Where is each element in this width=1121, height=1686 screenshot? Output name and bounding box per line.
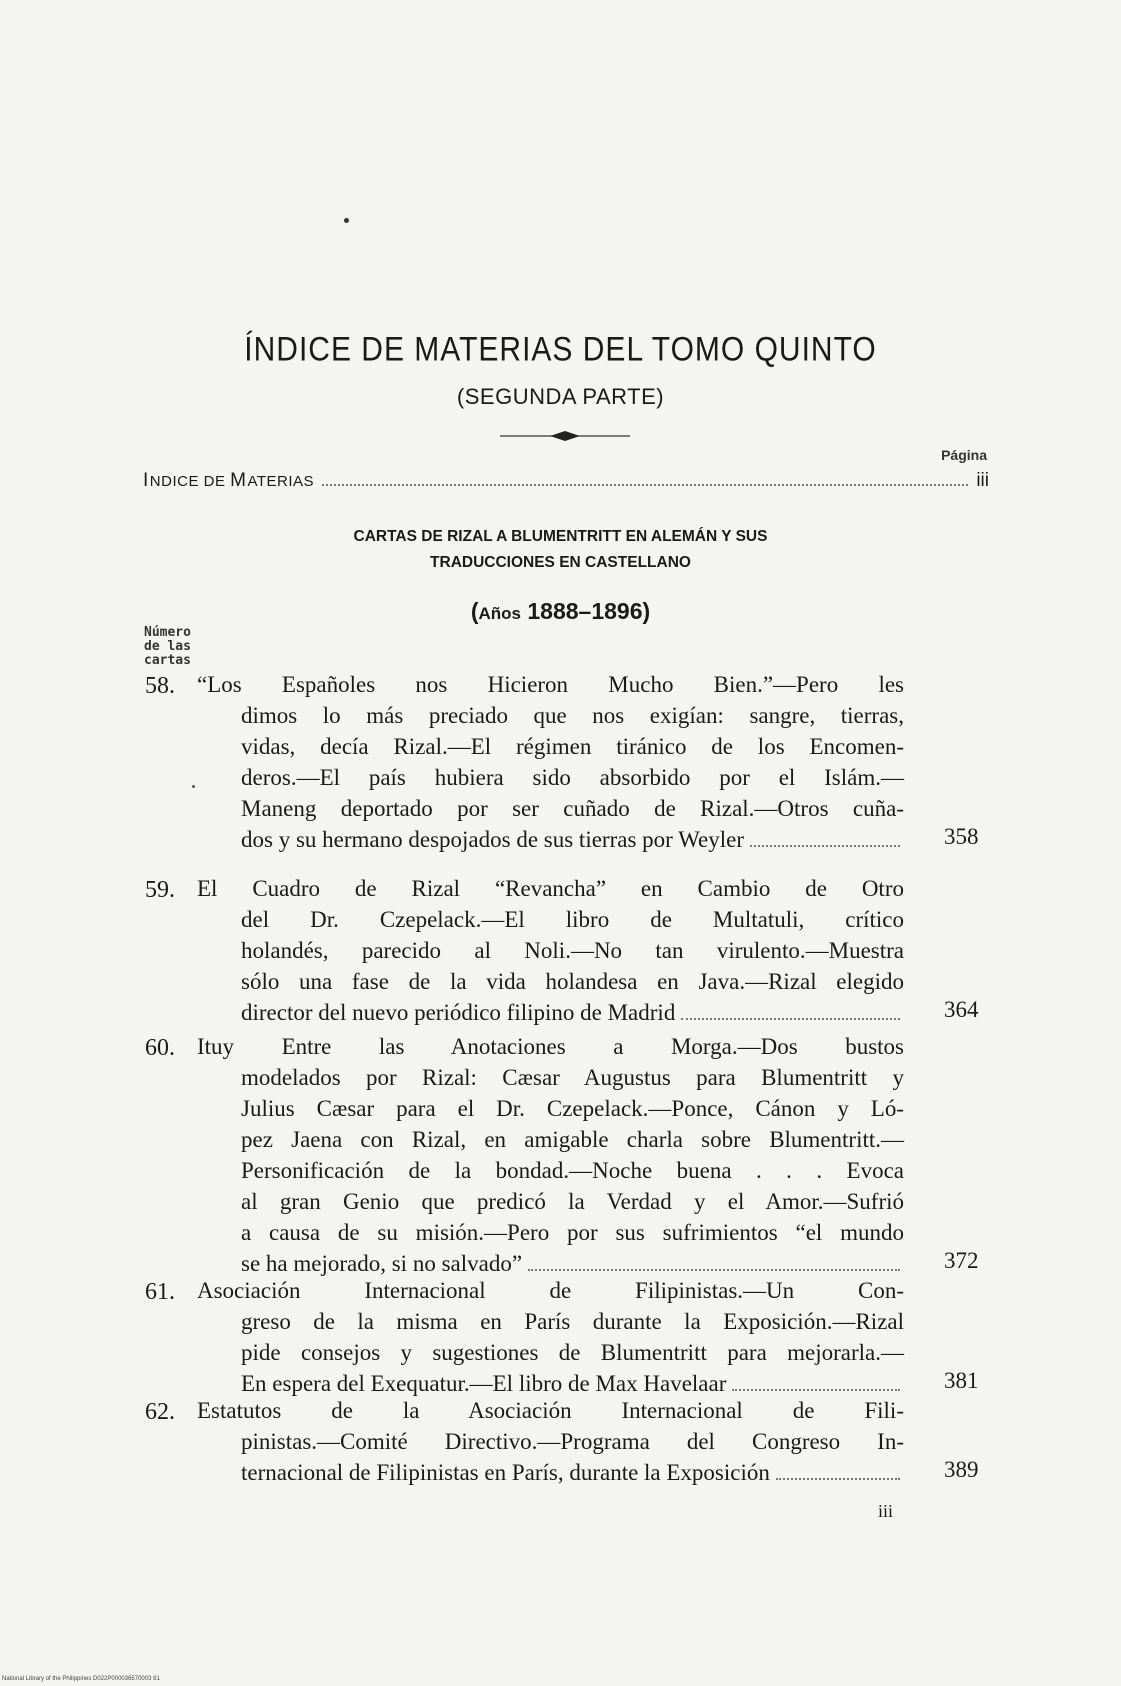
entry-line: modelados por Rizal: Cæsar Augustus para Blumentritt y: [241, 1065, 904, 1090]
entry-number: 62.: [145, 1399, 175, 1425]
leader-dots: [732, 1389, 900, 1391]
entry-line: El Cuadro de Rizal “Revancha” en Cambio de Otro: [197, 876, 904, 901]
entry-line: holandés, parecido al Noli.—No tan virulento.—Muestra: [241, 938, 904, 963]
leader-dots: [322, 484, 968, 486]
entry-line: dimos lo más preciado que nos exigían: sangre, tierras,: [241, 703, 904, 728]
entry-line: vidas, decía Rizal.—El régimen tiránico de los Encomen-: [241, 734, 904, 759]
entry-line: director del nuevo periódico filipino de Madrid: [241, 997, 904, 1028]
entry-line: Personificación de la bondad.—Noche buena . . . Evoca: [241, 1158, 904, 1183]
scan-credit: National Library of the Philippines D022P000036570003 81: [2, 1676, 160, 1682]
leader-dots: [776, 1478, 900, 1480]
entry-line: Asociación Internacional de Filipinistas.—Un Con-: [197, 1278, 904, 1303]
entry-page-number: 389: [944, 1457, 979, 1482]
entry-line: se ha mejorado, si no salvado”: [241, 1248, 904, 1279]
ornament-divider-icon: [500, 430, 630, 442]
entry-line: pinistas.—Comité Directivo.—Programa del Congreso In-: [241, 1429, 904, 1454]
entry-number: 59.: [145, 877, 175, 903]
number-column-label: Número de las cartas: [144, 625, 191, 668]
entry-line: Ituy Entre las Anotaciones a Morga.—Dos bustos: [197, 1034, 904, 1059]
entry-line: “Los Españoles nos Hicieron Mucho Bien.”—Pero les: [197, 672, 904, 697]
years-range: (Años 1888–1896): [470, 598, 651, 624]
entry-line: pide consejos y sugestiones de Blumentritt para mejorarla.—: [241, 1340, 904, 1365]
entry-line: Maneng deportado por ser cuñado de Rizal.—Otros cuña-: [241, 796, 904, 821]
page-subtitle: (SEGUNDA PARTE): [456, 384, 665, 409]
entry-number: 60.: [145, 1035, 175, 1061]
entry-line: Julius Cæsar para el Dr. Czepelack.—Ponce, Cánon y Ló-: [241, 1096, 904, 1121]
entry-line: ternacional de Filipinistas en París, durante la Exposición: [241, 1457, 904, 1488]
entry-line: del Dr. Czepelack.—El libro de Multatuli, crítico: [241, 907, 904, 932]
ink-speck: [192, 785, 195, 788]
section-heading: CARTAS DE RIZAL A BLUMENTRITT EN ALEMÁN Y SUS TRADUCCIONES EN CASTELLANO: [353, 528, 768, 571]
entry-line: al gran Genio que predicó la Verdad y el Amor.—Sufrió: [241, 1189, 904, 1214]
entry-page-number: 364: [944, 997, 979, 1022]
leader-dots: [528, 1269, 900, 1271]
leader-dots: [750, 845, 900, 847]
entry-line: greso de la misma en París durante la Exposición.—Rizal: [241, 1309, 904, 1334]
page-title: ÍNDICE DE MATERIAS DEL TOMO QUINTO: [244, 330, 877, 369]
entry-line: En espera del Exequatur.—El libro de Max Havelaar: [241, 1368, 904, 1399]
toc-row-indice[interactable]: [143, 470, 989, 492]
entry-line: a causa de su misión.—Pero por sus sufrimientos “el mundo: [241, 1220, 904, 1245]
entry-page-number: 358: [944, 824, 979, 849]
toc-page-number: iii: [976, 470, 989, 491]
entry-number: 61.: [145, 1279, 175, 1305]
entry-line: pez Jaena con Rizal, en amigable charla sobre Blumentritt.—: [241, 1127, 904, 1152]
entry-line: dos y su hermano despojados de sus tierras por Weyler: [241, 824, 904, 855]
entry-page-number: 372: [944, 1248, 979, 1273]
toc-label: INDICE DE MATERIAS: [143, 470, 315, 491]
ink-speck: [344, 218, 349, 223]
entry-line: Estatutos de la Asociación Internacional de Fili-: [197, 1398, 904, 1423]
entry-number: 58.: [145, 673, 175, 699]
leader-dots: [681, 1018, 900, 1020]
entry-page-number: 381: [944, 1368, 979, 1393]
entry-line: sólo una fase de la vida holandesa en Java.—Rizal elegido: [241, 969, 904, 994]
entry-line: deros.—El país hubiera sido absorbido por el Islám.—: [241, 765, 904, 790]
page-column-label: Página: [941, 447, 987, 463]
footer-page-number: iii: [878, 1501, 894, 1521]
